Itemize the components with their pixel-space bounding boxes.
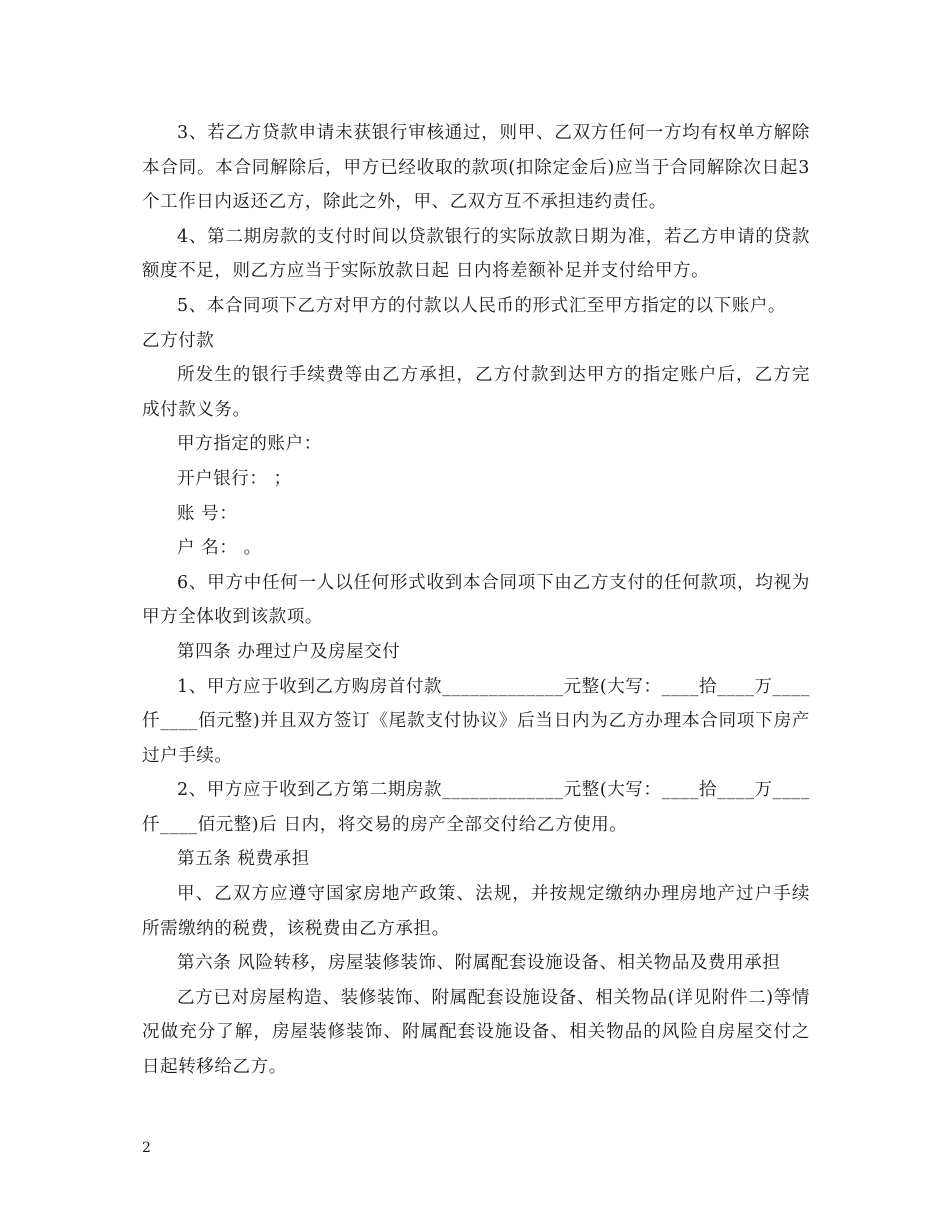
paragraph-property-delivery: 2、甲方应于收到乙方第二期房款_____________元整(大写：____拾____万____仟____佰元整)后 日内，将交易的房产全部交付给乙方使用。 xyxy=(142,780,811,835)
paragraph-payment-receipt: 6、甲方中任何一人以任何形式收到本合同项下由乙方支付的任何款项，均视为甲方全体收到该款项。 xyxy=(142,572,810,628)
paragraph-second-payment: 4、第二期房款的支付时间以贷款银行的实际放款日期为准，若乙方申请的贷款额度不足，则乙方应当于实际放款日起 日内将差额补足并支付给甲方。 xyxy=(142,226,810,282)
paragraph-account-number: 账 号： xyxy=(177,503,238,524)
document-body xyxy=(142,116,810,1085)
paragraph-account-holder: 户 名： 。 xyxy=(177,538,262,559)
paragraph-bank-fees: 所发生的银行手续费等由乙方承担，乙方付款到达甲方的指定账户后，乙方完成付款义务。 xyxy=(142,365,810,420)
paragraph-tax-responsibility: 甲、乙双方应遵守国家房地产政策、法规，并按规定缴纳办理房地产过户手续所需缴纳的税费，该税费由乙方承担。 xyxy=(142,884,810,939)
paragraph-bank-name: 开户银行： ； xyxy=(177,468,292,489)
paragraph-designated-account: 甲方指定的账户： xyxy=(177,434,322,455)
section-heading-article-4: 第四条 办理过户及房屋交付 xyxy=(177,641,401,662)
paragraph-risk-transfer: 乙方已对房屋构造、装修装饰、附属配套设施设备、相关物品(详见附件二)等情况做充分了解，房屋装修装饰、附属配套设施设备、相关物品的风险自房屋交付之日起转移给乙方。 xyxy=(142,987,810,1078)
section-heading-article-6: 第六条 风险转移，房屋装修装饰、附属配套设施设备、相关物品及费用承担 xyxy=(177,953,781,974)
paragraph-transfer-procedure: 1、甲方应于收到乙方购房首付款_____________元整(大写：____拾____万____仟____佰元整)并且双方签订《尾款支付协议》后当日内为乙方办理本合同项下房产过户手续。 xyxy=(142,676,811,766)
paragraph-payment-method: 5、本合同项下乙方对甲方的付款以人民币的形式汇至甲方指定的以下账户。 xyxy=(177,295,787,316)
paragraph-loan-rejection: 3、若乙方贷款申请未获银行审核通过，则甲、乙双方任何一方均有权单方解除本合同。本合同解除后，甲方已经收取的款项(扣除定金后)应当于合同解除次日起3个工作日内返还乙方，除此之外，甲、乙双方互不承担违约责任。 xyxy=(142,123,810,213)
paragraph-buyer-payment: 乙方付款 xyxy=(142,330,215,351)
page-number: 2 xyxy=(142,1140,151,1156)
section-heading-article-5: 第五条 税费承担 xyxy=(177,849,310,870)
